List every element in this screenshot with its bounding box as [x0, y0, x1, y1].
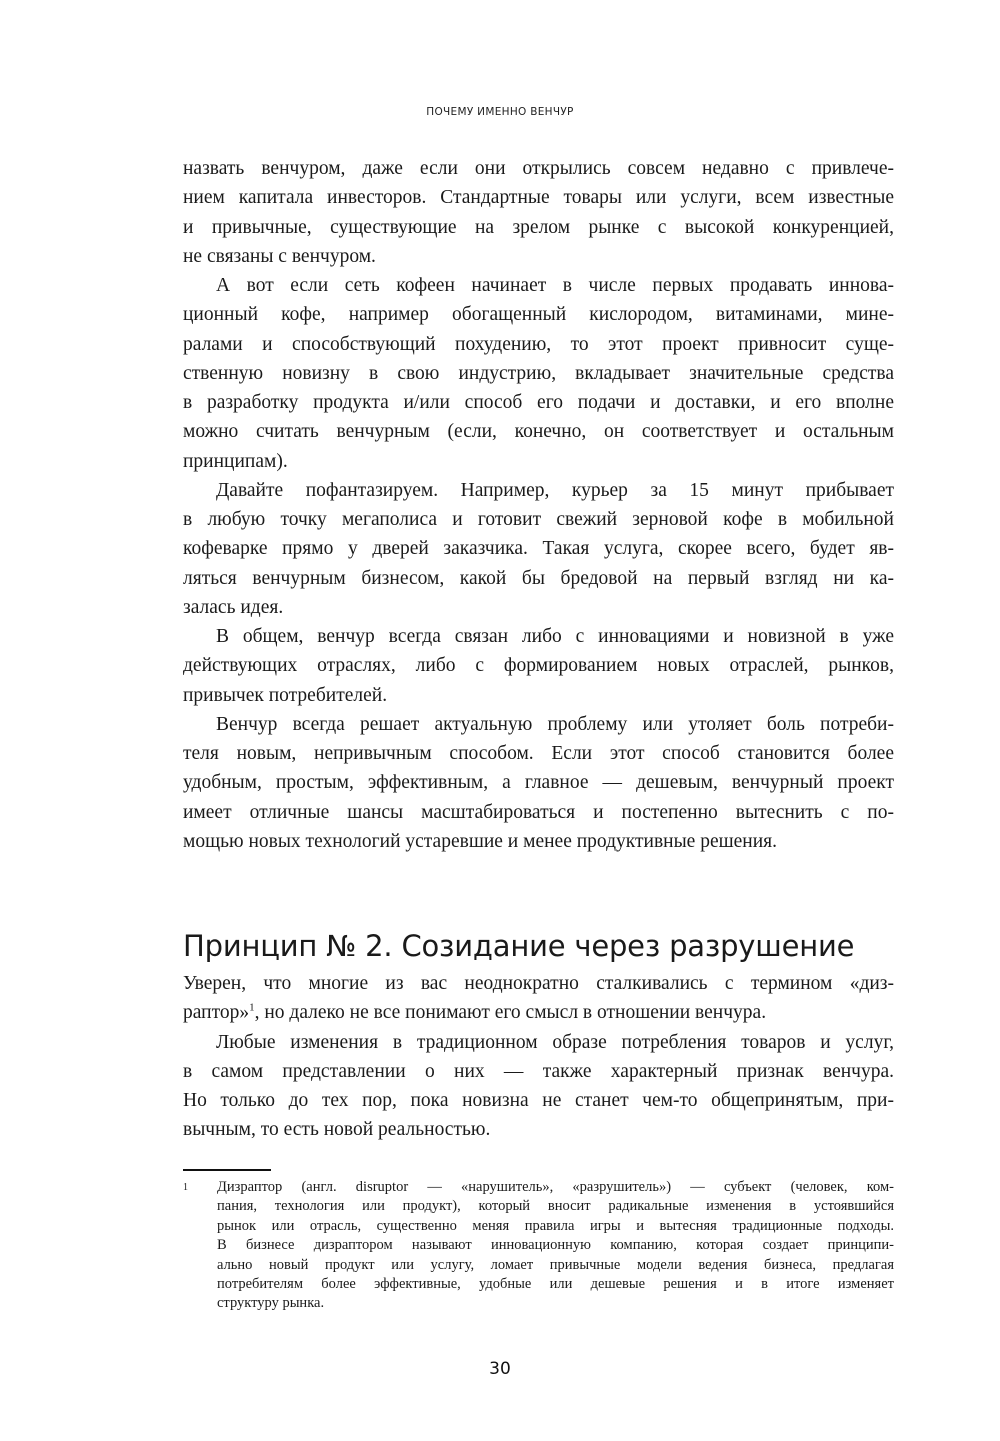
text-line — [183, 998, 894, 1027]
text-line: и привычные, существующие на зрелом рынке с высокой конкуренцией, — [183, 216, 894, 238]
footnote-reference[interactable]: 1 — [249, 1001, 255, 1014]
page-number: 30 — [489, 1359, 511, 1379]
paragraph — [183, 969, 894, 1028]
text-line: ально новый продукт или услугу, ломает привычные модели ведения бизнеса, предлагая — [217, 1256, 894, 1273]
text-line: Уверен, что многие из вас неоднократно сталкивались с термином «диз- — [183, 973, 894, 994]
text-line: вычным, то есть новой реальностью. — [183, 1119, 491, 1141]
text-line: не связаны с венчуром. — [183, 245, 376, 267]
text-line: имеет отличные шансы масштабироваться и постепенно вытеснить с по- — [183, 801, 894, 823]
text-line: В бизнесе дизраптором называют инновационную компанию, которая создает принципи- — [217, 1237, 894, 1254]
text-line: принципам). — [183, 450, 288, 472]
paragraph — [183, 1028, 894, 1145]
text-line: Любые изменения в традиционном образе потребления товаров и услуг, — [216, 1031, 894, 1053]
text-line: привычек потребителей. — [183, 684, 388, 706]
text-line: действующих отраслях, либо с формированием новых отраслей, рынков, — [183, 655, 894, 677]
paragraph — [183, 710, 894, 856]
body-text-bottom — [183, 969, 894, 1145]
paragraph — [183, 271, 894, 476]
text-line: можно считать венчурным (если, конечно, он соответствует и остальным — [183, 421, 894, 443]
text-line: Дизраптор (англ. disruptor — «нарушитель», «разрушитель») — субъект (человек, ком- — [217, 1179, 894, 1195]
footnote — [183, 1178, 894, 1314]
text-line: рынок или отрасль, существенно меняя правила игры и вытесняя традиционные подходы. — [217, 1217, 894, 1234]
text-line: в самом представлении о них — также характерный признак венчура. — [183, 1060, 894, 1082]
text-line: В общем, венчур всегда связан либо с инновациями и новизной в уже — [216, 626, 894, 647]
text-line: в любую точку мегаполиса и готовит свежий зерновой кофе в мобильной — [183, 509, 894, 530]
text-line: А вот если сеть кофеен начинает в числе первых продавать иннова- — [216, 275, 894, 296]
text-line: назвать венчуром, даже если они открылись совсем недавно с привлече- — [183, 158, 894, 179]
text-line: кофеварке прямо у дверей заказчика. Такая услуга, скорее всего, будет яв- — [183, 538, 894, 560]
text-line: ралами и способствующий похудению, то этот проект привносит суще- — [183, 333, 894, 355]
text-fragment: раптор» — [183, 1002, 250, 1024]
text-line: структуру рынка. — [217, 1295, 325, 1312]
text-line: нием капитала инвесторов. Стандартные товары или услуги, всем известные — [183, 187, 894, 209]
footnote-mark: 1 — [183, 1182, 188, 1193]
paragraph — [183, 154, 894, 271]
paragraph — [183, 476, 894, 622]
running-header: ПОЧЕМУ ИМЕННО ВЕНЧУР — [426, 106, 574, 118]
text-line: залась идея. — [183, 596, 284, 618]
text-line: Но только до тех пор, пока новизна не станет чем-то общепринятым, при- — [183, 1090, 894, 1111]
text-line: потребителям более эффективные, удобные или дешевые решения и в итоге изменяет — [217, 1275, 894, 1292]
section-heading: Принцип № 2. Созидание через разрушение — [183, 929, 855, 964]
text-line: ционный кофе, например обогащенный кислородом, витаминами, мине- — [183, 304, 894, 326]
text-line: мощью новых технологий устаревшие и менее продуктивные решения. — [183, 830, 778, 852]
text-line: в разработку продукта и/или способ его подачи и доставки, и его вполне — [183, 392, 894, 413]
text-line: ляться венчурным бизнесом, какой бы бредовой на первый взгляд ни ка- — [183, 567, 894, 589]
text-line: ственную новизну в свою индустрию, вкладывает значительные средства — [183, 362, 894, 384]
footnote-divider — [183, 1169, 271, 1171]
text-fragment: , но далеко не все понимают его смысл в отношении венчура. — [254, 1002, 767, 1024]
text-line: пания, технология или продукт), который вносит радикальные изменения в устоявшийся — [217, 1198, 894, 1215]
text-line: теля новым, непривычным способом. Если этот способ становится более — [183, 743, 894, 764]
text-line: удобным, простым, эффективным, а главное — дешевым, венчурный проект — [183, 772, 894, 794]
paragraph — [183, 622, 894, 710]
text-line: Давайте пофантазируем. Например, курьер за 15 минут прибывает — [216, 479, 894, 501]
footnote-text — [217, 1178, 894, 1314]
text-line: Венчур всегда решает актуальную проблему или утоляет боль потреби- — [216, 713, 894, 735]
body-text-top — [183, 154, 894, 856]
